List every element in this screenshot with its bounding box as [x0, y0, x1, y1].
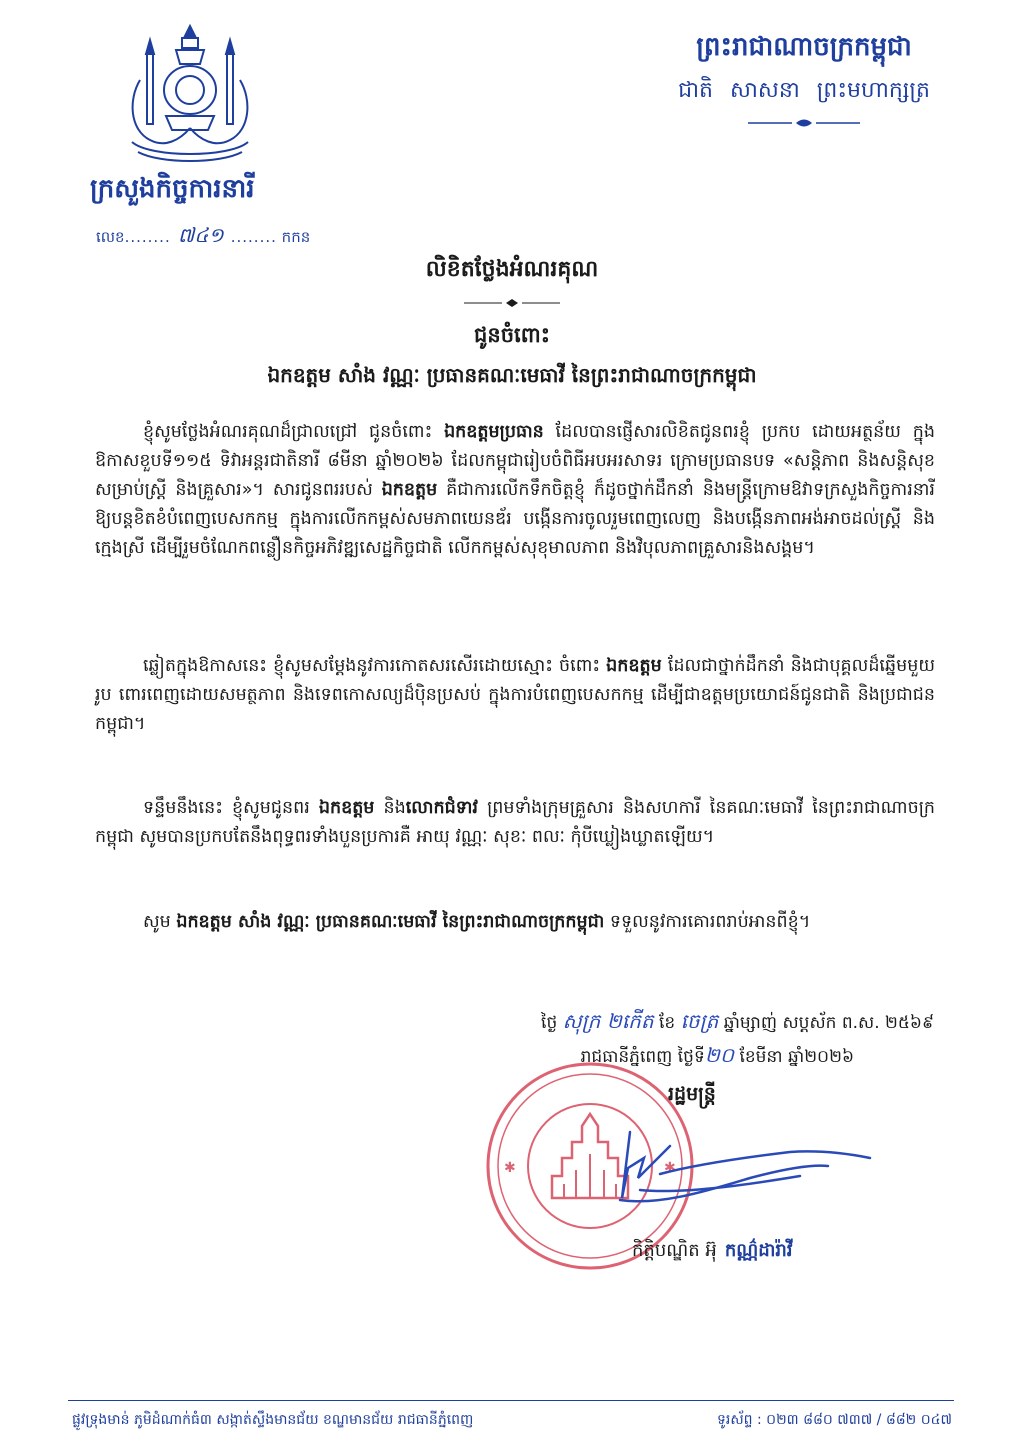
ref-prefix: លេខ: [96, 228, 125, 246]
minister-name-given: កណ្ណ៌ដារ៉ាវី: [724, 1240, 793, 1261]
document-title: លិខិតថ្លែងអំណរគុណ: [425, 257, 599, 282]
minister-title: រដ្ឋមន្ត្រី: [668, 1083, 716, 1105]
body-paragraph-1: ខ្ញុំសូមថ្លែងអំណរគុណដ៏ជ្រាលជ្រៅ ជូនចំពោះ ឯកឧត្ដមប្រធាន ដែលបានផ្ញើសារលិខិតជូនពរខ្ញុំ ប្រកប ដោយអត្ថន័យ ក្នុងឱកាសខួបទី១១៥ ទិវាអន្តរជាតិនារី ៨មីនា ឆ្នាំ២០២៦ ដែលកម្ពុជារៀបចំពិធីអបអរសាទរ ក្រោមប្រធានបទ «សន្តិភាព និងសន្តិសុខសម្រាប់ស្ត្រី និងគ្រួសារ»។ សារជូនពររបស់ ឯកឧត្ដម គឺជាការលើកទឹកចិត្តខ្ញុំ ក៏ដូចថ្នាក់ដឹកនាំ និងមន្ត្រីក្រោមឱវាទក្រសួងកិច្ចការនារី ឱ្យបន្តខិតខំបំពេញបេសកកម្ម ក្នុងការលើកកម្ពស់សមភាពយេនឌ័រ បង្កើនការចូលរួមពេញលេញ និងបង្កើនភាពអង់អាចដល់ស្ត្រី និងក្មេងស្រី ដើម្បីរួមចំណែកពន្លឿនកិច្ចអភិវឌ្ឍសេដ្ឋកិច្ចជាតិ លើកកម្ពស់សុខុមាលភាព និងវិបុលភាពគ្រួសារនិងសង្គម។: [95, 422, 935, 558]
body-paragraph-3: ទន្ទឹមនឹងនេះ ខ្ញុំសូមជូនពរ ឯកឧត្ដម និងលោកជំទាវ ព្រមទាំងក្រុមគ្រួសារ និងសហការី នៃគណៈមេធាវី នៃព្រះរាជាណាចក្រកម្ពុជា សូមបានប្រកបតែនឹងពុទ្ធពរទាំងបួនប្រការគឺ អាយុ វណ្ណៈ សុខៈ ពលៈ កុំបីឃ្លៀងឃ្លាតឡើយ។: [95, 798, 936, 847]
recipient-line: ឯកឧត្ដម សាំង វណ្ណៈ ប្រធានគណៈមេធាវី នៃព្រះរាជាណាចក្រកម្ពុជា: [267, 363, 757, 387]
ministry-name: ក្រសួងកិច្ចការនារី: [90, 174, 255, 204]
minister-name-prefix: កិត្តិបណ្ឌិត អ៊ុ: [632, 1240, 717, 1261]
kingdom-motto: [644, 30, 964, 130]
lunar-day-handwritten: សុក្រ ២កើត: [562, 1009, 654, 1033]
footer-address: ផ្លូវទ្រុងមាន់ ភូមិដំណាក់ធំ៣ សង្កាត់ស្ទឹងមានជ័យ ខណ្ឌមានជ័យ រាជធានីភ្នំពេញ: [72, 1412, 474, 1428]
to-label: ជូនចំពោះ: [474, 323, 550, 347]
footer-phone: ទូរស័ព្ទ : ០២៣ ៨៨០ ៧៣៧ / ៨៨២ ០៤៧: [717, 1412, 952, 1428]
reference-number-line: លេខ........ ៧៤១ ........ កកន: [96, 222, 336, 252]
royal-emblem-icon: [110, 20, 270, 168]
title-divider-icon: [462, 298, 562, 308]
footer-divider: [68, 1400, 954, 1401]
minister-name: [632, 1238, 793, 1265]
solar-day-handwritten: ២០: [704, 1043, 735, 1067]
solar-date-line: រាជធានីភ្នំពេញ ថ្ងៃទី២០ ខែមីនា ឆ្នាំ២០២៦: [580, 1043, 854, 1067]
ref-number: ៧៤១: [177, 223, 224, 247]
handwritten-signature-icon: [600, 1128, 890, 1238]
svg-text:✱: ✱: [664, 1160, 676, 1176]
kingdom-title: ព្រះរាជាណាចក្រកម្ពុជា: [696, 32, 912, 62]
lunar-month-handwritten: ចេត្រ: [680, 1009, 719, 1033]
ornament-divider-icon: [744, 116, 864, 130]
body-paragraph-2: ឆ្លៀតក្នុងឱកាសនេះ ខ្ញុំសូមសម្ដែងនូវការកោតសរសើរដោយស្មោះ ចំពោះ ឯកឧត្ដម ដែលជាថ្នាក់ដឹកនាំ និងជាបុគ្គលដ៏ឆ្នើមមួយរូប ពោរពេញដោយសមត្ថភាព និងទេពកោសល្យដ៏ប៉ិនប្រសប់ ក្នុងការបំពេញបេសកកម្ម ដើម្បីជាឧត្តមប្រយោជន៍ជូនជាតិ និងប្រជាជនកម្ពុជា។: [95, 656, 935, 734]
lunar-date-line: ថ្ងៃ សុក្រ ២កើត ខែ ចេត្រ ឆ្នាំម្សាញ់ សប្តស័ក ព.ស. ២៥៦៩: [541, 1009, 934, 1033]
svg-text:✱: ✱: [504, 1160, 516, 1176]
body-paragraph-4: សូម ឯកឧត្ដម សាំង វណ្ណៈ ប្រធានគណៈមេធាវី នៃព្រះរាជាណាចក្រកម្ពុជា ទទួលនូវការគោរពរាប់អានពីខ្ញុំ។: [143, 912, 811, 932]
ref-suffix: កកន: [281, 228, 311, 246]
national-motto: ជាតិ សាសនា ព្រះមហាក្សត្រ: [678, 78, 930, 103]
